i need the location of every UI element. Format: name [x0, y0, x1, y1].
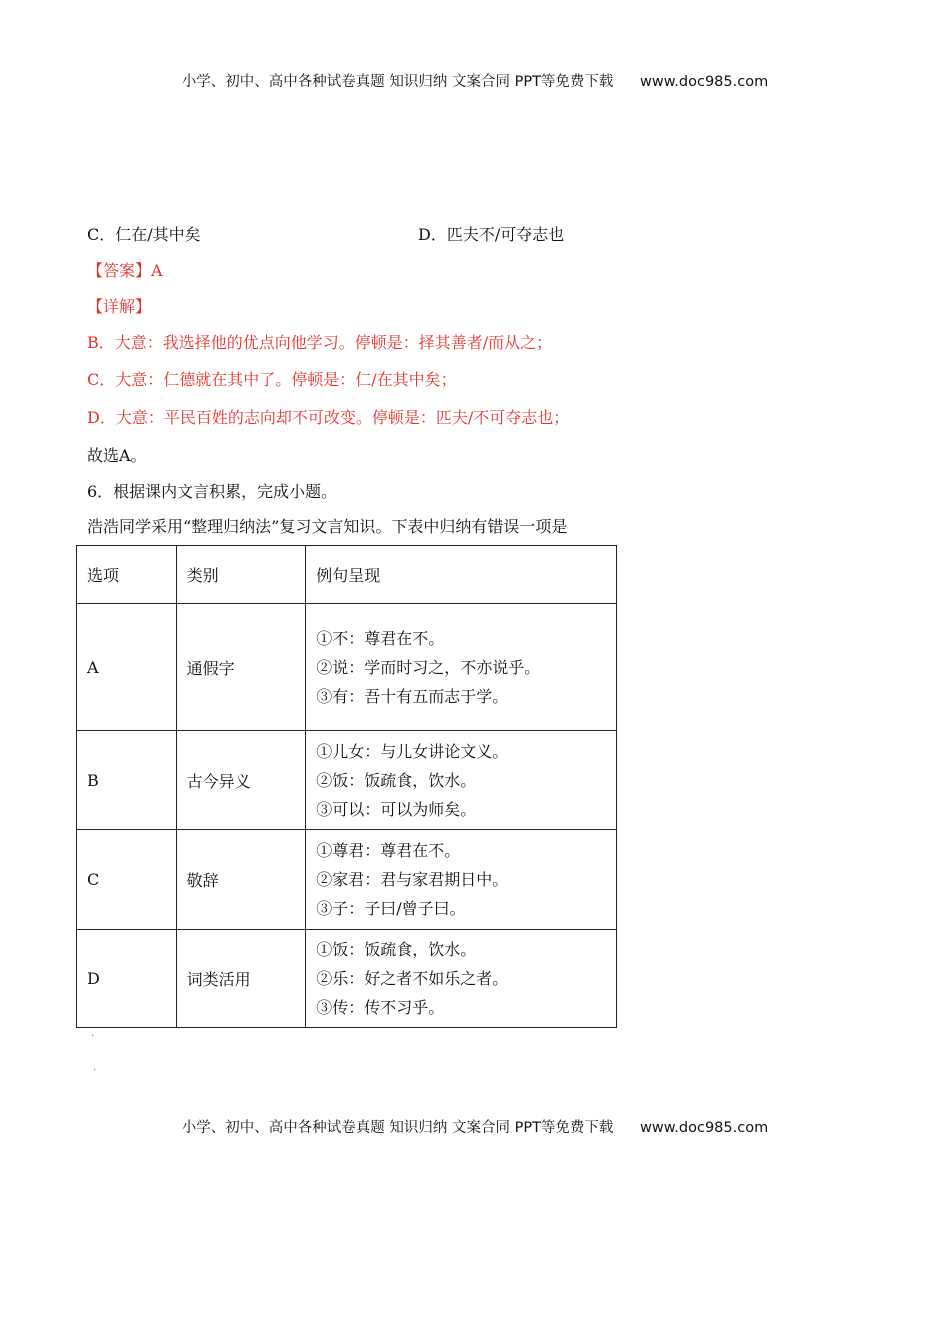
header-text: 小学、初中、高中各种试卷真题 知识归纳 文案合同 PPT等免费下载 — [181, 74, 614, 90]
row-category: 通假字 — [176, 604, 306, 731]
paragraph-mark: . — [93, 1062, 97, 1073]
footer-site-link[interactable]: www.doc985.com — [640, 1120, 769, 1136]
example-line: ③子：子曰/曾子曰。 — [316, 899, 466, 918]
explanation-c: C．大意：仁德就在其中了。停顿是：仁/在其中矣； — [87, 370, 457, 389]
example-line: ①尊君：尊君在不。 — [316, 841, 461, 860]
header-examples: 例句呈现 — [306, 546, 617, 604]
row-category: 古今异义 — [176, 731, 306, 830]
conclusion-line: 故选A。 — [87, 446, 147, 465]
row-category: 词类活用 — [176, 930, 306, 1028]
example-line: ②家君：君与家君期日中。 — [316, 870, 509, 889]
option-c: C．仁在/其中矣 — [87, 225, 201, 244]
example-line: ③有：吾十有五而志于学。 — [316, 686, 509, 706]
row-option: C — [77, 830, 177, 930]
example-line: ①儿女：与儿女讲论文义。 — [316, 741, 509, 761]
row-examples — [306, 731, 617, 830]
table-row — [77, 604, 617, 731]
answer-line: 【答案】A — [87, 261, 163, 280]
footer-text: 小学、初中、高中各种试卷真题 知识归纳 文案合同 PPT等免费下载 — [181, 1120, 614, 1136]
row-examples — [306, 830, 617, 930]
question-title: 6．根据课内文言积累，完成小题。 — [87, 482, 338, 501]
table-header-row — [77, 546, 617, 604]
question-prompt: 浩浩同学采用“整理归纳法”复习文言知识。下表中归纳有错误一项是 — [87, 517, 568, 536]
row-examples — [306, 930, 617, 1028]
example-line: ②饭：饭疏食，饮水。 — [316, 770, 477, 790]
header-option: 选项 — [77, 546, 177, 604]
row-option: A — [77, 604, 177, 731]
example-line: ①不：尊君在不。 — [316, 628, 445, 648]
example-line: ①饭：饭疏食，饮水。 — [316, 940, 477, 959]
table-row — [77, 731, 617, 830]
paragraph-mark: . — [91, 1028, 95, 1039]
example-line: ②说：学而时习之，不亦说乎。 — [316, 657, 541, 677]
header-site-link[interactable]: www.doc985.com — [640, 74, 769, 90]
example-line: ③传：传不习乎。 — [316, 998, 445, 1017]
header-category: 类别 — [176, 546, 306, 604]
page-footer — [0, 1116, 950, 1137]
summary-table — [76, 545, 617, 1028]
option-d: D．匹夫不/可夺志也 — [418, 225, 565, 244]
explanation-d: D．大意：平民百姓的志向却不可改变。停顿是：匹夫/不可夺志也； — [87, 408, 570, 427]
explanation-b: B．大意：我选择他的优点向他学习。停顿是：择其善者/而从之； — [87, 333, 553, 352]
row-category: 敬辞 — [176, 830, 306, 930]
example-line: ②乐：好之者不如乐之者。 — [316, 969, 509, 988]
row-option: D — [77, 930, 177, 1028]
page-header — [0, 70, 950, 91]
row-option: B — [77, 731, 177, 830]
table-row — [77, 830, 617, 930]
row-examples — [306, 604, 617, 731]
table-row — [77, 930, 617, 1028]
detail-label: 【详解】 — [87, 297, 152, 316]
example-line: ③可以：可以为师矣。 — [316, 799, 477, 819]
